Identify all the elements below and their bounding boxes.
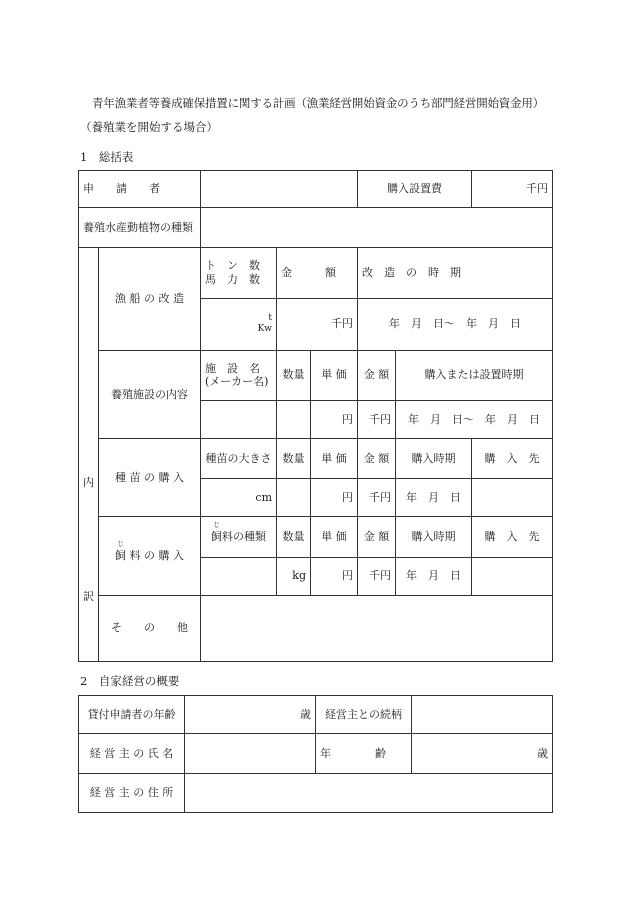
applicant-age-value[interactable]: 歳 <box>185 696 316 734</box>
relation-value[interactable] <box>412 696 553 734</box>
facility-label: 養殖施設の内容 <box>99 350 201 438</box>
applicant-value[interactable] <box>201 171 358 208</box>
boat-amount-header: 金 額 <box>277 248 358 298</box>
boat-tonnage-header: ト ン 数 馬 力 数 <box>201 248 277 298</box>
purchase-cost-label: 購入設置費 <box>358 171 472 208</box>
facility-period-value[interactable]: 年 月 日～ 年 月 日 <box>396 400 553 438</box>
owner-address-value[interactable] <box>185 774 553 813</box>
feed-amount-header: 金 額 <box>358 517 396 557</box>
relation-label: 経営主との続柄 <box>316 696 412 734</box>
seedling-qty-value[interactable] <box>277 479 311 517</box>
breakdown-label: 内 訳 <box>79 248 99 662</box>
species-value[interactable] <box>201 208 553 248</box>
feed-type-header: じ 飼料の種類 <box>201 517 277 557</box>
facility-unit-price-header: 単 価 <box>311 350 358 400</box>
owner-name-value[interactable] <box>185 734 316 774</box>
owner-age-label: 年 齢 <box>316 734 412 774</box>
purchase-cost-unit: 千円 <box>472 171 553 208</box>
seedling-size-header: 種苗の大きさ <box>201 439 277 479</box>
boat-period-header: 改 造 の 時 期 <box>358 248 553 298</box>
owner-address-label: 経 営 主 の 住 所 <box>79 774 185 813</box>
owner-name-label: 経 営 主 の 氏 名 <box>79 734 185 774</box>
facility-period-header: 購入または設置時期 <box>396 350 553 400</box>
other-label: そ の 他 <box>99 595 201 661</box>
seedling-vendor-header: 購 入 先 <box>472 439 553 479</box>
document-title: 青年漁業者等養成確保措置に関する計画（漁業経営開始資金のうち部門経営開始資金用） <box>92 96 544 110</box>
seedling-unit-price-value[interactable]: 円 <box>311 479 358 517</box>
seedling-period-header: 購入時期 <box>396 439 472 479</box>
feed-qty-header: 数量 <box>277 517 311 557</box>
facility-name-value[interactable] <box>201 400 277 438</box>
boat-label: 漁 船 の 改 造 <box>99 248 201 350</box>
feed-type-value[interactable] <box>201 557 277 595</box>
facility-unit-price-value[interactable]: 円 <box>311 400 358 438</box>
seedling-qty-header: 数量 <box>277 439 311 479</box>
feed-label: じ 飼 料 の 購 入 <box>99 517 201 595</box>
facility-qty-value[interactable] <box>277 400 311 438</box>
feed-date-value[interactable]: 年 月 日 <box>396 557 472 595</box>
feed-unit-price-header: 単 価 <box>311 517 358 557</box>
section1-heading: 1 総括表 <box>80 150 134 164</box>
seedling-date-value[interactable]: 年 月 日 <box>396 479 472 517</box>
seedling-amount-header: 金 額 <box>358 439 396 479</box>
boat-tonnage-value[interactable]: t Kw <box>201 298 277 350</box>
feed-qty-value[interactable]: kg <box>277 557 311 595</box>
feed-unit-price-value[interactable]: 円 <box>311 557 358 595</box>
management-table <box>78 695 553 813</box>
seedling-unit-price-header: 単 価 <box>311 439 358 479</box>
feed-amount-value[interactable]: 千円 <box>358 557 396 595</box>
facility-name-header: 施 設 名 (メーカー名) <box>201 350 277 400</box>
summary-table <box>78 170 553 662</box>
seedling-label: 種 苗 の 購 入 <box>99 439 201 517</box>
seedling-size-value[interactable]: cm <box>201 479 277 517</box>
applicant-label: 申 請 者 <box>79 171 201 208</box>
document-subtitle: （養殖業を開始する場合） <box>80 120 218 134</box>
boat-amount-value[interactable]: 千円 <box>277 298 358 350</box>
facility-amount-header: 金 額 <box>358 350 396 400</box>
facility-qty-header: 数量 <box>277 350 311 400</box>
feed-vendor-value[interactable] <box>472 557 553 595</box>
seedling-vendor-value[interactable] <box>472 479 553 517</box>
seedling-amount-value[interactable]: 千円 <box>358 479 396 517</box>
section2-heading: 2 自家経営の概要 <box>80 674 180 688</box>
other-value[interactable] <box>201 595 553 661</box>
feed-vendor-header: 購 入 先 <box>472 517 553 557</box>
feed-period-header: 購入時期 <box>396 517 472 557</box>
owner-age-value[interactable]: 歳 <box>412 734 553 774</box>
species-label: 養殖水産動植物の種類 <box>79 208 201 248</box>
applicant-age-label: 貸付申請者の年齢 <box>79 696 185 734</box>
facility-amount-value[interactable]: 千円 <box>358 400 396 438</box>
boat-period-value[interactable]: 年 月 日～ 年 月 日 <box>358 298 553 350</box>
